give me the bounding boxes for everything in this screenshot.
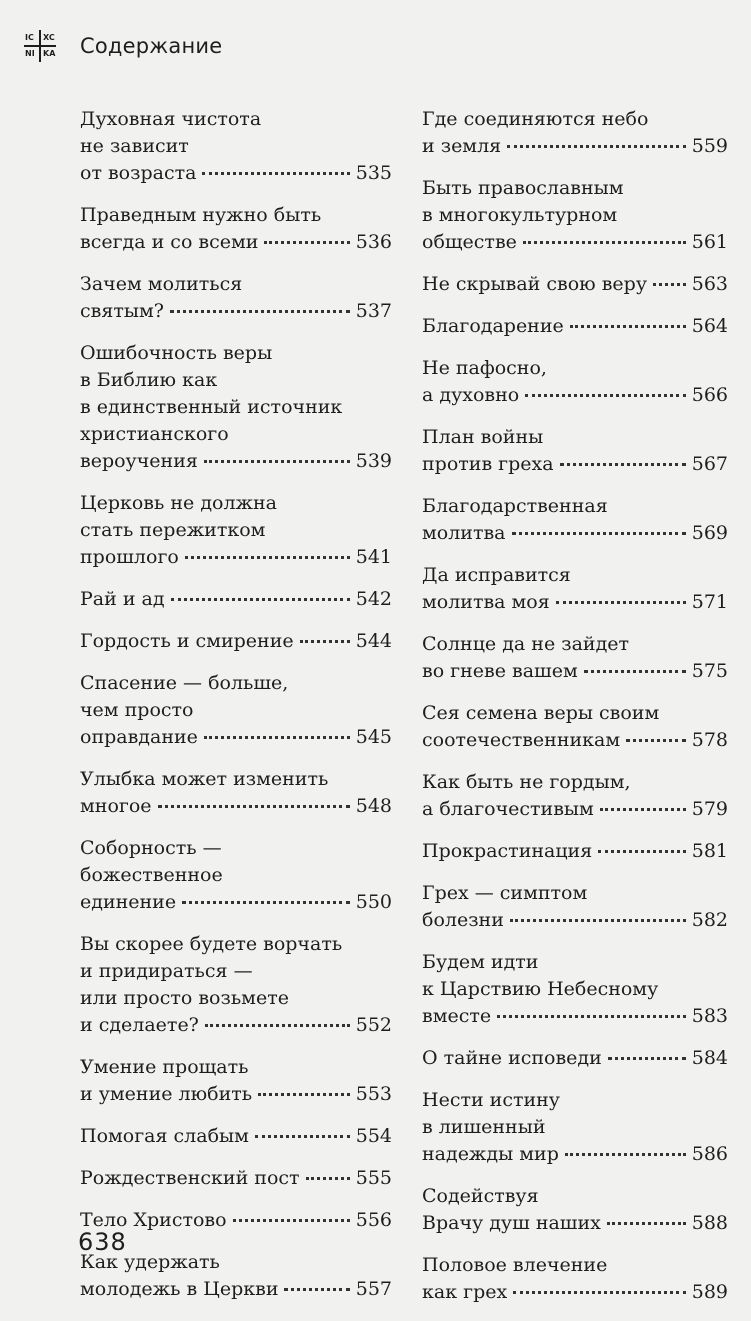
dot-leader <box>570 325 686 328</box>
toc-entry-last-line <box>80 586 392 613</box>
toc-entry-page-number: 564 <box>691 315 728 337</box>
toc-entry-title-line: а духовно <box>422 384 520 406</box>
dot-leader <box>584 670 686 673</box>
toc-entry <box>422 949 728 1030</box>
toc-entry-title-line: вероучения <box>80 450 198 472</box>
toc-entry <box>422 355 728 409</box>
dot-leader <box>653 283 686 286</box>
toc-entry-title-line: против греха <box>422 453 554 475</box>
toc-entry-page-number: 563 <box>691 273 728 295</box>
toc-entry-title-line: Улыбка может изменить <box>80 768 329 790</box>
page-title: Содержание <box>80 34 223 58</box>
toc-entry-last-line <box>80 1081 392 1108</box>
toc-entry-title-line: Нести истину <box>422 1089 560 1111</box>
dot-leader <box>556 601 686 604</box>
toc-entry-title-line: святым? <box>80 300 164 322</box>
dot-leader <box>233 1219 350 1222</box>
toc-entry <box>422 175 728 256</box>
toc-entry <box>80 835 392 916</box>
toc-entry-last-line <box>422 271 728 298</box>
toc-entry <box>80 586 392 613</box>
toc-entry-title-line: Содействуя <box>422 1185 539 1207</box>
toc-entry <box>422 1183 728 1237</box>
dot-leader <box>158 805 350 808</box>
page-number: 638 <box>78 1228 127 1256</box>
toc-entry-title-line: в единственный источник <box>80 396 343 418</box>
toc-entry <box>80 271 392 325</box>
toc-entry-title-line: стать пережитком <box>80 519 266 541</box>
dot-leader <box>255 1135 350 1138</box>
toc-entry-last-line <box>80 628 392 655</box>
toc-entry-title-line: О тайне исповеди <box>422 1047 602 1069</box>
toc-entry-last-line <box>422 796 728 823</box>
toc-entry <box>422 1087 728 1168</box>
toc-entry-title-line: оправдание <box>80 726 198 748</box>
toc-entry-title-line: чем просто <box>80 699 194 721</box>
toc-entry-last-line <box>80 724 392 751</box>
toc-entry-page-number: 583 <box>691 1005 728 1027</box>
dot-leader <box>182 901 350 904</box>
toc-entry-title-line: христианского <box>80 423 229 445</box>
dot-leader <box>525 394 686 397</box>
toc-entry-page-number: 557 <box>355 1278 392 1300</box>
toc-entry-title-line: Духовная чистота <box>80 108 262 130</box>
toc-entry-last-line <box>80 160 392 187</box>
toc-entry-last-line <box>80 544 392 571</box>
toc-entry-last-line <box>422 451 728 478</box>
toc-entry-last-line <box>80 1276 392 1303</box>
toc-entry-title-line: Будем идти <box>422 951 539 973</box>
dot-leader <box>284 1288 349 1291</box>
toc-entry-title-line: молодежь в Церкви <box>80 1278 279 1300</box>
toc-entry-title-line: как грех <box>422 1281 508 1303</box>
toc-entry <box>80 1165 392 1192</box>
toc-entry-title-line: Вы скорее будете ворчать <box>80 933 343 955</box>
toc-entry-title-line: и умение любить <box>80 1083 253 1105</box>
toc-left-column <box>80 106 392 1318</box>
toc-entry-title-line: от возраста <box>80 162 197 184</box>
toc-entry-page-number: 553 <box>355 1083 392 1105</box>
toc-entry-page-number: 544 <box>355 630 392 652</box>
toc-entry-title-line: Да исправится <box>422 564 571 586</box>
toc-entry-title-line: а благочестивым <box>422 798 594 820</box>
toc-entry-title-line: Сея семена веры своим <box>422 702 660 724</box>
toc-entry-title-line: и земля <box>422 135 502 157</box>
toc-entry-last-line <box>80 448 392 475</box>
toc-entry-page-number: 579 <box>691 798 728 820</box>
toc-entry-last-line <box>422 229 728 256</box>
toc-entry-page-number: 567 <box>691 453 728 475</box>
dot-leader <box>497 1015 686 1018</box>
toc-entry-page-number: 582 <box>691 909 728 931</box>
toc-entry <box>422 424 728 478</box>
toc-entry-page-number: 537 <box>355 300 392 322</box>
toc-entry <box>80 1123 392 1150</box>
toc-entry-title-line: Где соединяются небо <box>422 108 649 130</box>
toc-entry <box>422 106 728 160</box>
toc-entry-title-line: соотечественникам <box>422 729 621 751</box>
toc-entry <box>80 490 392 571</box>
toc-entry-last-line <box>422 313 728 340</box>
toc-entry-page-number: 569 <box>691 522 728 544</box>
toc-entry-title-line: единение <box>80 891 177 913</box>
toc-entry <box>80 931 392 1039</box>
toc-entry <box>80 1054 392 1108</box>
toc-entry-title-line: План войны <box>422 426 544 448</box>
dot-leader <box>258 1093 350 1096</box>
toc-entry-last-line <box>80 889 392 916</box>
toc-right-column <box>422 106 728 1321</box>
dot-leader <box>306 1177 350 1180</box>
toc-entry <box>422 313 728 340</box>
toc-entry <box>80 628 392 655</box>
toc-entry-title-line: молитва моя <box>422 591 550 613</box>
toc-entry <box>422 493 728 547</box>
toc-entry-last-line <box>422 589 728 616</box>
toc-entry-title-line: Праведным нужно быть <box>80 204 322 226</box>
dot-leader <box>205 1024 350 1027</box>
toc-entry <box>80 1249 392 1303</box>
toc-entry-title-line: прошлого <box>80 546 179 568</box>
toc-entry-page-number: 566 <box>691 384 728 406</box>
toc-entry-title-line: божественное <box>80 864 223 886</box>
toc-entry-title-line: Грех — симптом <box>422 882 588 904</box>
toc-entry-page-number: 545 <box>355 726 392 748</box>
dot-leader <box>626 739 686 742</box>
toc-entry-title-line: Церковь не должна <box>80 492 277 514</box>
toc-entry-title-line: Половое влечение <box>422 1254 608 1276</box>
toc-entry-last-line <box>422 520 728 547</box>
toc-entry-page-number: 552 <box>355 1014 392 1036</box>
toc-entry <box>80 670 392 751</box>
toc-entry-title-line: молитва <box>422 522 506 544</box>
toc-entry-title-line: обществе <box>422 231 517 253</box>
toc-entry <box>422 1252 728 1306</box>
toc-entry-title-line: Ошибочность веры <box>80 342 273 364</box>
toc-entry-title-line: и сделаете? <box>80 1014 199 1036</box>
dot-leader <box>607 1222 686 1225</box>
toc-entry-title-line: Гордость и смирение <box>80 630 294 652</box>
toc-entry-last-line <box>422 382 728 409</box>
toc-entry-last-line <box>422 1279 728 1306</box>
toc-entry-page-number: 559 <box>691 135 728 157</box>
dot-leader <box>202 172 349 175</box>
dot-leader <box>565 1153 686 1156</box>
toc-entry-last-line <box>422 838 728 865</box>
toc-entry-page-number: 586 <box>691 1143 728 1165</box>
toc-entry-title-line: Солнце да не зайдет <box>422 633 630 655</box>
toc-entry-page-number: 539 <box>355 450 392 472</box>
toc-entry-last-line <box>80 793 392 820</box>
toc-entry-last-line <box>422 1141 728 1168</box>
toc-entry-title-line: Рай и ад <box>80 588 165 610</box>
dot-leader <box>598 850 686 853</box>
toc-entry-title-line: Зачем молиться <box>80 273 243 295</box>
toc-entry-title-line: Быть православным <box>422 177 624 199</box>
toc-entry-title-line: Врачу душ наших <box>422 1212 601 1234</box>
toc-entry <box>80 106 392 187</box>
toc-entry-page-number: 571 <box>691 591 728 613</box>
toc-entry <box>80 340 392 475</box>
toc-entry-page-number: 536 <box>355 231 392 253</box>
toc-entry <box>422 838 728 865</box>
toc-entry-page-number: 578 <box>691 729 728 751</box>
dot-leader <box>507 145 686 148</box>
toc-entry-page-number: 556 <box>355 1209 392 1231</box>
toc-entry-last-line <box>422 658 728 685</box>
toc-entry-title-line: Не пафосно, <box>422 357 547 379</box>
toc-entry-last-line <box>80 1165 392 1192</box>
dot-leader <box>560 463 686 466</box>
toc-entry-title-line: Как удержать <box>80 1251 220 1273</box>
toc-entry-title-line: не зависит <box>80 135 189 157</box>
toc-entry-page-number: 541 <box>355 546 392 568</box>
toc-entry-title-line: многое <box>80 795 152 817</box>
toc-entry-last-line <box>422 1003 728 1030</box>
dot-leader <box>523 241 686 244</box>
toc-entry-last-line <box>80 1123 392 1150</box>
toc-entry-title-line: Спасение — больше, <box>80 672 289 694</box>
toc-entry <box>80 766 392 820</box>
toc-entry <box>422 700 728 754</box>
toc-entry-last-line <box>80 229 392 256</box>
dot-leader <box>300 640 350 643</box>
dot-leader <box>512 532 686 535</box>
toc-entry-page-number: 588 <box>691 1212 728 1234</box>
toc-entry <box>422 1045 728 1072</box>
toc-entry-title-line: Соборность — <box>80 837 222 859</box>
toc-entry-last-line <box>80 1012 392 1039</box>
toc-entry <box>422 562 728 616</box>
toc-entry-title-line: Как быть не гордым, <box>422 771 631 793</box>
running-header <box>24 30 222 62</box>
toc-entry-page-number: 589 <box>691 1281 728 1303</box>
toc-entry-title-line: Не скрывай свою веру <box>422 273 648 295</box>
toc-entry-last-line <box>422 1210 728 1237</box>
toc-entry-last-line <box>422 727 728 754</box>
toc-entry-title-line: и придираться — <box>80 960 253 982</box>
toc-entry-last-line <box>422 133 728 160</box>
dot-leader <box>170 310 350 313</box>
toc-entry-title-line: Помогая слабым <box>80 1125 249 1147</box>
toc-entry-title-line: болезни <box>422 909 504 931</box>
dot-leader <box>513 1291 686 1294</box>
toc-entry-title-line: в многокультурном <box>422 204 618 226</box>
toc-entry-title-line: к Царствию Небесному <box>422 978 659 1000</box>
toc-entry-page-number: 584 <box>691 1047 728 1069</box>
toc-entry-title-line: во гневе вашем <box>422 660 578 682</box>
toc-entry-title-line: Рождественский пост <box>80 1167 300 1189</box>
dot-leader <box>185 556 350 559</box>
toc-entry-page-number: 575 <box>691 660 728 682</box>
toc-entry <box>422 631 728 685</box>
dot-leader <box>171 598 350 601</box>
toc-entry-title-line: в Библию как <box>80 369 218 391</box>
toc-entry <box>422 769 728 823</box>
ic-xc-nika-cross-icon: IC XC NI KA <box>24 30 56 62</box>
toc-entry-title-line: всегда и со всеми <box>80 231 259 253</box>
toc-entry-page-number: 581 <box>691 840 728 862</box>
toc-entry-title-line: Умение прощать <box>80 1056 249 1078</box>
toc-entry-page-number: 561 <box>691 231 728 253</box>
toc-entry-title-line: Благодарение <box>422 315 564 337</box>
toc-entry-last-line <box>422 1045 728 1072</box>
toc-entry-last-line <box>422 907 728 934</box>
toc-entry-last-line <box>80 298 392 325</box>
toc-entry <box>422 271 728 298</box>
toc-entry-page-number: 554 <box>355 1125 392 1147</box>
dot-leader <box>608 1057 686 1060</box>
toc-entry-page-number: 535 <box>355 162 392 184</box>
toc-entry-title-line: Прокрастинация <box>422 840 593 862</box>
dot-leader <box>600 808 686 811</box>
toc-entry-page-number: 542 <box>355 588 392 610</box>
toc-entry-title-line: в лишенный <box>422 1116 546 1138</box>
toc-entry-title-line: Тело Христово <box>80 1209 227 1231</box>
toc-entry-title-line: надежды мир <box>422 1143 559 1165</box>
toc-entry-page-number: 548 <box>355 795 392 817</box>
toc-entry-title-line: вместе <box>422 1005 492 1027</box>
toc-entry-title-line: или просто возьмете <box>80 987 289 1009</box>
toc-entry <box>80 202 392 256</box>
toc-entry-page-number: 555 <box>355 1167 392 1189</box>
dot-leader <box>264 241 349 244</box>
dot-leader <box>510 919 686 922</box>
toc-entry-title-line: Благодарственная <box>422 495 608 517</box>
toc-entry-page-number: 550 <box>355 891 392 913</box>
dot-leader <box>204 736 350 739</box>
toc-entry <box>422 880 728 934</box>
dot-leader <box>204 460 350 463</box>
